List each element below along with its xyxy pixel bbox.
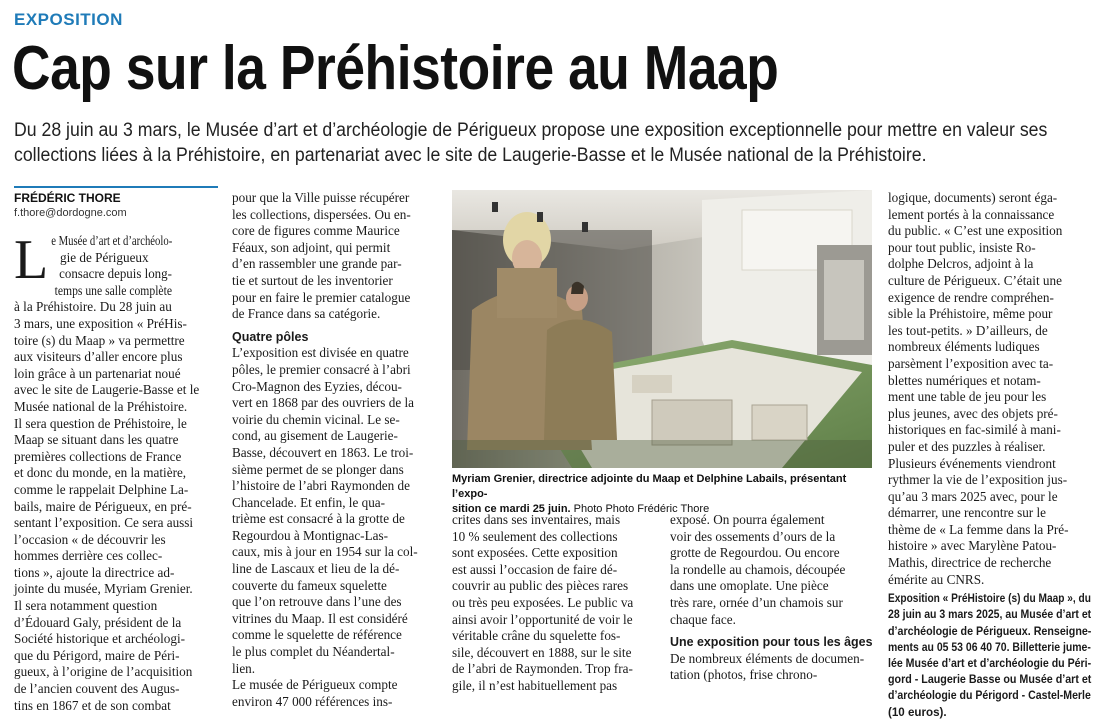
- text-line: tation (photos, frise chrono-: [670, 667, 818, 683]
- text-line: gueux, à l’origine de l’acquisition: [14, 664, 193, 680]
- text-line: Cro-Magnon des Eyzies, décou-: [232, 378, 402, 394]
- text-line: Société historique et archéologi-: [14, 631, 186, 647]
- text-line: vert en 1868 par des ouvriers de la: [232, 395, 414, 411]
- text-line: ment une table de jeu pour les: [888, 389, 1047, 405]
- column-2: [232, 190, 439, 710]
- text-line: temps une salle complète: [54, 282, 173, 298]
- text-line: Mathis, directrice de recherche: [888, 555, 1052, 571]
- text-line: de l’ancien couvent des Augus-: [14, 681, 180, 697]
- text-line: pour en faire le premier catalogue: [232, 289, 411, 305]
- text-line: Le musée de Périgueux compte: [232, 677, 398, 693]
- text-line: trième est consacré à la grotte de: [232, 511, 405, 527]
- photo-credit: Photo Photo Frédéric Thore: [570, 503, 710, 515]
- drop-cap: L: [14, 229, 49, 291]
- text-line: exigence de rendre compréhen-: [888, 289, 1054, 305]
- text-line: lien.: [232, 660, 256, 676]
- text-line: Il sera question de Préhistoire, le: [14, 415, 187, 431]
- text-line: couverte du fameux squelette: [232, 577, 387, 593]
- text-line: comme le rappelait Delphine La-: [14, 481, 189, 497]
- text-line: véritable crâne du squelette fos-: [452, 628, 621, 644]
- text-line: est aussi l’occasion de faire dé-: [452, 561, 618, 577]
- text-line: De nombreux éléments de documen-: [670, 650, 865, 666]
- text-line: Plusieurs événements viendront: [888, 455, 1056, 471]
- text-line: très rare, ornée d’un chamois sur: [670, 594, 843, 610]
- text-line: Basse, découvert en 1863. Le troi-: [232, 444, 414, 460]
- practical-info-line: d’archéologie de Périgueux. Renseigne-: [888, 624, 1092, 638]
- text-line: rythmer la vie de l’exposition jus-: [888, 472, 1068, 488]
- text-line: 10 % seulement des collections: [452, 528, 618, 544]
- text-line: thème de « La femme dans la Pré-: [888, 521, 1069, 537]
- text-line: L’exposition est divisée en quatre: [232, 345, 409, 361]
- text-line: Maap se situant dans les quatre: [14, 432, 179, 448]
- text-line: voirie du chemin vicinal. Le se-: [232, 411, 400, 427]
- text-line: le plus complet du Néandertal-: [232, 644, 395, 660]
- text-line: l’occasion « de découvrir les: [14, 531, 166, 547]
- text-line: bails, maire de Périgueux, en pré-: [14, 498, 192, 514]
- text-line: Regourdou à Montignac-Las-: [232, 527, 389, 543]
- text-line: toire (s) du Maap » va permettre: [14, 332, 185, 348]
- section-subhead: Une exposition pour tous les âges: [670, 635, 873, 650]
- text-line: d’en rassembler une grande par-: [232, 256, 402, 272]
- text-line: tins en 1867 et de son combat: [14, 697, 171, 713]
- text-line: 3 mars, une exposition « PréHis-: [14, 315, 187, 331]
- text-line: caux, mis à jour en 1954 sur la col-: [232, 544, 418, 560]
- column-1: [14, 229, 218, 714]
- text-line: environ 47 000 références ins-: [232, 693, 393, 709]
- text-line: cond, au gisement de Laugerie-: [232, 428, 398, 444]
- text-line: sible la Préhistoire, même pour: [888, 306, 1053, 322]
- text-line: de France dans sa catégorie.: [232, 306, 381, 322]
- author-email[interactable]: f.thore@dordogne.com: [14, 207, 127, 219]
- exhibition-photo: [452, 190, 872, 468]
- practical-info-line: gord - Laugerie Basse ou Musée d’art et: [888, 673, 1092, 687]
- caption-text: Myriam Grenier, directrice adjointe du Maap et Delphine Labails, présentant l’expo-: [452, 473, 847, 500]
- practical-info-line: d’archéologie du Périgord - Castel-Merle: [888, 689, 1091, 703]
- text-line: Féaux, son adjoint, qui permit: [232, 239, 391, 255]
- text-line: comme le squelette de référence: [232, 627, 402, 643]
- text-line: démarrer, une rencontre sur le: [888, 505, 1047, 521]
- headline: Cap sur la Préhistoire au Maap: [12, 34, 779, 103]
- text-line: l’histoire de l’abri Raymonden de: [232, 478, 410, 494]
- text-line: e Musée d’art et d’archéolo-: [51, 233, 173, 248]
- text-line: Musée national de la Préhistoire.: [14, 398, 188, 414]
- practical-info-line: 28 juin au 3 mars 2025, au Musée d’art et: [888, 608, 1092, 622]
- text-line: blettes numériques et notam-: [888, 372, 1041, 388]
- text-line: lement portés à la connaissance: [888, 206, 1055, 222]
- practical-info-line: ments au 05 53 06 40 70. Billetterie jume-: [888, 640, 1091, 654]
- text-line: Chancelade. Et enfin, le qua-: [232, 494, 386, 510]
- section-kicker: EXPOSITION: [14, 10, 123, 29]
- text-line: chaque face.: [670, 611, 736, 627]
- text-line: pour que la Ville puisse récupérer: [232, 190, 410, 205]
- text-line: gie de Périgueux: [60, 249, 149, 265]
- text-line: crites dans ses inventaires, mais: [452, 512, 621, 527]
- text-line: ou très peu exposées. Le public va: [452, 594, 634, 610]
- text-line: dans une omoplate. Une pièce: [670, 578, 829, 594]
- text-line: que l’on retrouve dans l’une des: [232, 594, 402, 610]
- text-line: que du Périgord, maire de Péri-: [14, 647, 180, 663]
- text-line: vitrines du Maap. Il est considéré: [232, 610, 408, 626]
- text-line: consacre depuis long-: [59, 266, 172, 282]
- text-line: plus jeunes, avec des objets pré-: [888, 405, 1058, 421]
- text-line: loin grâce à un partenariat noué: [14, 365, 181, 381]
- text-line: voir des ossements d’ours de la: [670, 528, 836, 544]
- text-line: couvrir au public des pièces rares: [452, 578, 629, 594]
- text-line: culture de Périgueux. C’était une: [888, 272, 1062, 288]
- text-line: core de figures comme Maurice: [232, 223, 400, 239]
- text-line: et donc du monde, en la matière,: [14, 465, 187, 481]
- text-line: premières collections de France: [14, 448, 182, 464]
- text-line: sile, découvert en 1888, sur le site: [452, 644, 632, 660]
- text-line: puler et des puzzles à réaliser.: [888, 438, 1046, 454]
- text-line: tions », ajoute la directrice ad-: [14, 564, 175, 580]
- text-line: logique, documents) seront éga-: [888, 190, 1058, 205]
- text-line: pour tout public, insiste Ro-: [888, 239, 1036, 255]
- practical-info-line: lée Musée d’art et d’archéologie du Péri-: [888, 657, 1092, 671]
- text-line: nombreux éléments ludiques: [888, 339, 1040, 355]
- text-line: tie et surtout de les inventorier: [232, 272, 393, 288]
- column-4: [670, 512, 873, 684]
- author-name: FRÉDÉRIC THORE: [14, 191, 121, 205]
- text-line: sième permet de se plonger dans: [232, 461, 404, 477]
- text-line: de l’abri de Raymonden. Trop fra-: [452, 661, 633, 677]
- text-line: histoire » avec Marylène Patou-: [888, 538, 1057, 554]
- text-line: avec le site de Laugerie-Basse et le: [14, 382, 200, 398]
- text-line: d’Édouard Galy, président de la: [14, 614, 182, 630]
- text-line: sont exposées. Cette exposition: [452, 545, 618, 561]
- text-line: émérite au CNRS.: [888, 571, 985, 587]
- caption-text-2: sition ce mardi 25 juin.: [452, 503, 571, 515]
- text-line: aux visiteurs d’aller encore plus: [14, 349, 183, 365]
- column-5: [888, 190, 1091, 721]
- practical-info-line: Exposition « PréHistoire (s) du Maap », du: [888, 592, 1091, 606]
- standfirst-line: collections liées à la Préhistoire, en partenariat avec le site de Laugerie-Basse et le Musée national de la Préhistoire.: [14, 145, 927, 166]
- text-line: sentant l’exposition. Ce sera aussi: [14, 515, 194, 531]
- text-line: Il sera notamment question: [14, 598, 158, 614]
- text-line: parsèment l’exposition avec ta-: [888, 355, 1054, 371]
- text-line: grotte de Regourdou. Ou encore: [670, 545, 840, 561]
- text-line: historiques en fac-similé à mani-: [888, 422, 1061, 438]
- text-line: dolphe Delcros, adjoint à la: [888, 256, 1034, 272]
- text-line: les tout-petits. » D’ailleurs, de: [888, 322, 1048, 338]
- author-divider: [14, 186, 218, 188]
- practical-info-line: (10 euros).: [888, 705, 947, 719]
- standfirst: [14, 118, 1089, 168]
- text-line: line de Lascaux et lieu de la dé-: [232, 561, 400, 577]
- section-subhead: Quatre pôles: [232, 329, 309, 344]
- text-line: jointe du musée, Myriam Grenier.: [14, 581, 193, 597]
- text-line: la rondelle au chamois, découpée: [670, 561, 846, 577]
- photo-illustration: [452, 190, 872, 468]
- text-line: à la Préhistoire. Du 28 juin au: [14, 299, 172, 315]
- text-line: ainsi avoir l’opportunité de voir le: [452, 611, 633, 627]
- text-line: du public. « C’est une exposition: [888, 223, 1063, 239]
- text-line: les collections, dispersées. Ou en-: [232, 206, 411, 222]
- photo-caption: [452, 472, 872, 517]
- text-line: gile, il n’est habituellement pas: [452, 677, 618, 693]
- text-line: qu’au 3 mars 2025 avec, pour le: [888, 488, 1058, 504]
- column-3: [452, 512, 657, 695]
- text-line: exposé. On pourra également: [670, 512, 825, 527]
- standfirst-line: Du 28 juin au 3 mars, le Musée d’art et d’archéologie de Périgueux propose une exposition exceptionnelle pour mettre en valeur ses: [14, 120, 1048, 141]
- text-line: hommes derrière ces collec-: [14, 548, 163, 564]
- text-line: pôles, le premier consacré à l’abri: [232, 361, 411, 377]
